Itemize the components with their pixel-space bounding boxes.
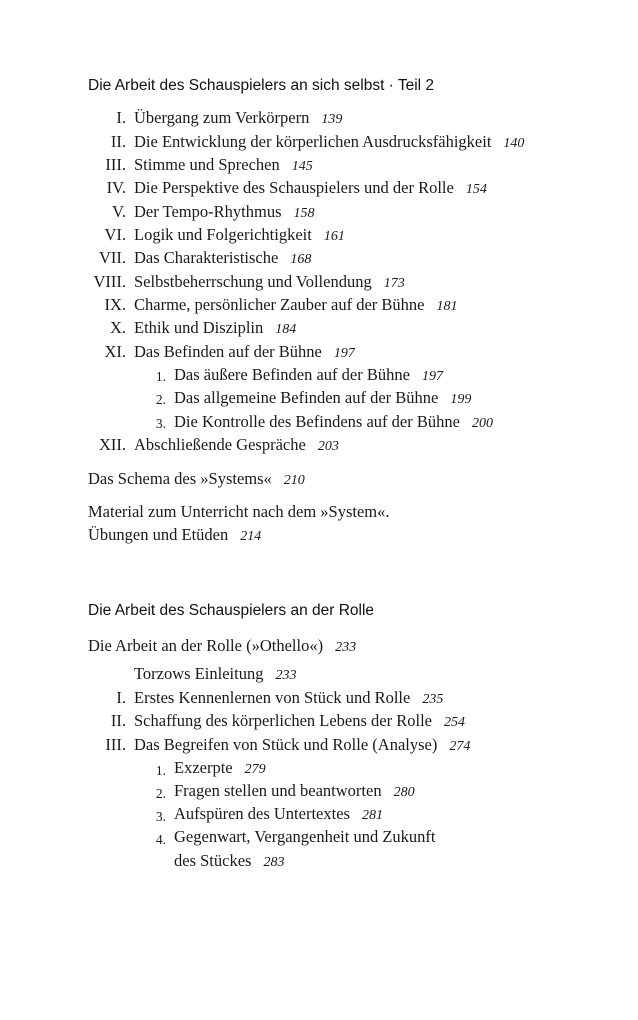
toc-subentry [174, 783, 415, 800]
entry-title: Erstes Kennenlernen von Stück und Rolle [134, 688, 411, 707]
toc-entry [134, 344, 355, 361]
toc-entry [134, 250, 311, 267]
entry-title: Fragen stellen und beantworten [174, 781, 382, 800]
section-title: Die Arbeit des Schauspielers an der Rolle [88, 602, 375, 619]
toc-subentry [174, 829, 436, 846]
page-number: 197 [421, 369, 443, 384]
toc-subentry [174, 414, 493, 431]
page-number: 173 [383, 276, 405, 291]
page-number: 140 [503, 136, 525, 151]
chapter-number: IV. [106, 178, 126, 197]
entry-title: Das Schema des »Systems« [88, 469, 272, 488]
page-number: 210 [283, 473, 305, 488]
toc-entry-material-cont [88, 527, 261, 544]
toc-subentry [174, 390, 471, 407]
page-number: 168 [290, 252, 312, 267]
entry-title: Stimme und Sprechen [134, 155, 280, 174]
subsection-number: 1. [155, 369, 166, 384]
section-title: Die Arbeit des Schauspielers an sich selbst · Teil 2 [88, 77, 435, 94]
subsection-number: 3. [155, 809, 166, 824]
toc-subentry [174, 367, 443, 384]
entry-title: Das Befinden auf der Bühne [134, 342, 322, 361]
entry-title: Abschließende Gespräche [134, 435, 306, 454]
entry-title: Übungen und Etüden [88, 525, 229, 544]
page-number: 254 [443, 715, 465, 730]
page-number: 184 [275, 322, 297, 337]
chapter-number: III. [105, 155, 126, 174]
subsection-number: 4. [155, 832, 166, 847]
entry-title: Logik und Folgerichtigkeit [134, 225, 312, 244]
toc-entry [134, 157, 313, 174]
chapter-number: VII. [98, 248, 126, 267]
page-number: 181 [436, 299, 458, 314]
toc-entry [134, 204, 315, 221]
toc-entry [134, 227, 345, 244]
toc-entry [134, 297, 457, 314]
entry-title: Selbstbeherrschung und Vollendung [134, 272, 372, 291]
entry-title: Aufspüren des Untertextes [174, 804, 350, 823]
toc-entry-schema [88, 471, 305, 488]
subsection-number: 2. [155, 392, 166, 407]
entry-title: Das Charakteristische [134, 248, 279, 267]
toc-entry [134, 713, 465, 730]
entry-title: Schaffung des körperlichen Lebens der Rolle [134, 711, 432, 730]
page-number: 200 [471, 416, 493, 431]
entry-title: Die Perspektive des Schauspielers und der Rolle [134, 178, 454, 197]
chapter-number: II. [110, 711, 126, 730]
page-number: 235 [422, 692, 444, 707]
chapter-number: V. [112, 202, 126, 221]
page-number: 139 [321, 112, 343, 127]
page-number: 274 [449, 739, 471, 754]
page-number: 233 [275, 668, 297, 683]
chapter-number: VIII. [93, 272, 126, 291]
chapter-number: XI. [104, 342, 126, 361]
toc-entry [134, 320, 296, 337]
toc-entry [134, 134, 524, 151]
entry-title: Das allgemeine Befinden auf der Bühne [174, 388, 439, 407]
entry-title: Der Tempo-Rhythmus [134, 202, 282, 221]
toc-subentry-cont [174, 853, 284, 870]
page-number: 279 [244, 762, 266, 777]
toc-entry-intro [134, 666, 296, 683]
toc-entry [134, 437, 339, 454]
toc-subentry [174, 806, 383, 823]
page-number: 197 [333, 346, 355, 361]
page-number: 199 [450, 392, 472, 407]
entry-title: Das Begreifen von Stück und Rolle (Analyse) [134, 735, 438, 754]
page-number: 281 [361, 808, 383, 823]
toc-entry [134, 110, 342, 127]
chapter-number: IX. [104, 295, 126, 314]
entry-title: Torzows Einleitung [134, 664, 264, 683]
entry-title: Gegenwart, Vergangenheit und Zukunft [174, 827, 436, 846]
entry-title: Die Entwicklung der körperlichen Ausdrucksfähigkeit [134, 132, 492, 151]
entry-title: Charme, persönlicher Zauber auf der Bühne [134, 295, 425, 314]
chapter-number: I. [116, 108, 126, 127]
toc-entry [134, 690, 443, 707]
chapter-number: VI. [104, 225, 126, 244]
page-number: 145 [291, 159, 313, 174]
page-number: 203 [317, 439, 339, 454]
entry-title: Übergang zum Verkörpern [134, 108, 310, 127]
entry-title: Ethik und Disziplin [134, 318, 264, 337]
toc-entry-material: Material zum Unterricht nach dem »System«. [88, 502, 390, 521]
page-number: 283 [263, 855, 285, 870]
page-number: 158 [293, 206, 315, 221]
entry-title: Die Arbeit an der Rolle (»Othello«) [88, 636, 324, 655]
chapter-number: XII. [98, 435, 126, 454]
entry-title: des Stückes [174, 851, 252, 870]
page-number: 233 [335, 640, 357, 655]
toc-entry [134, 274, 405, 291]
toc-subentry [174, 760, 266, 777]
page-number: 214 [240, 529, 262, 544]
entry-title: Die Kontrolle des Befindens auf der Bühne [174, 412, 460, 431]
page-number: 154 [465, 182, 487, 197]
chapter-number: I. [116, 688, 126, 707]
entry-title: Exzerpte [174, 758, 233, 777]
toc-entry [134, 737, 470, 754]
entry-title: Das äußere Befinden auf der Bühne [174, 365, 410, 384]
subsection-number: 3. [155, 416, 166, 431]
subsection-number: 1. [155, 763, 166, 778]
subsection-number: 2. [155, 786, 166, 801]
chapter-number: II. [110, 132, 126, 151]
page-number: 280 [393, 785, 415, 800]
chapter-number: III. [105, 735, 126, 754]
toc-entry [134, 180, 487, 197]
page-number: 161 [323, 229, 345, 244]
toc-entry-main [88, 638, 356, 655]
chapter-number: X. [109, 318, 126, 337]
